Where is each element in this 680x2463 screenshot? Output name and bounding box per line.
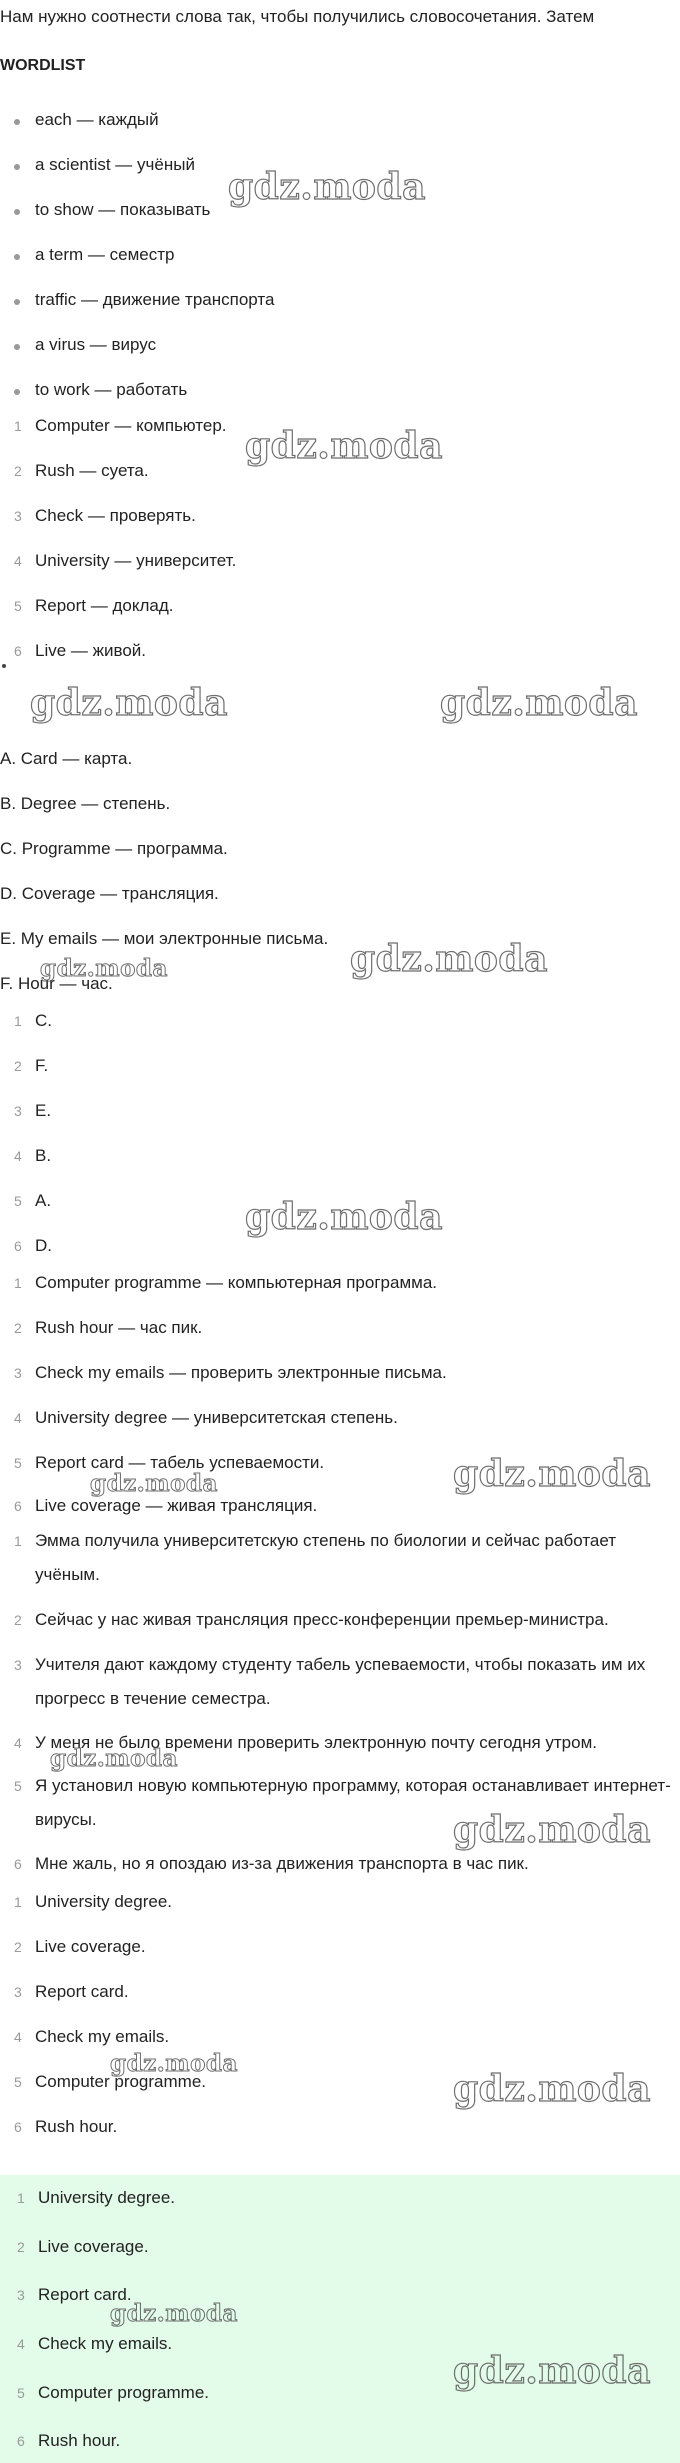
watermark-logo: gdz.moda [110, 2300, 238, 2327]
answer-item: F. [35, 1056, 49, 1075]
bullet-dot [14, 209, 20, 215]
list-number: 6 [14, 2119, 22, 2135]
watermark-logo: gdz.moda [110, 2050, 238, 2077]
letter-item: F. Hour — час. [0, 974, 113, 993]
final-item: Computer programme. [35, 2072, 207, 2091]
final-item: Check my emails. [35, 2027, 170, 2046]
letter-item: C. Programme — программа. [0, 839, 228, 858]
watermark-logo: gdz.moda [245, 425, 443, 467]
list-number: 3 [14, 1365, 22, 1381]
list-number: 5 [14, 1455, 22, 1471]
list-number: 5 [14, 1193, 22, 1209]
green-item: Check my emails. [38, 2334, 173, 2353]
list-number: 1 [14, 1894, 22, 1910]
phrase-item: Check my emails — проверить электронные письма. [35, 1363, 447, 1382]
list-item: Computer — компьютер. [35, 416, 227, 435]
watermark-logo: gdz.moda [228, 166, 426, 208]
watermark-logo: gdz.moda [453, 2068, 651, 2110]
list-number: 5 [14, 2074, 22, 2090]
list-number: 3 [14, 1657, 22, 1673]
letter-item: D. Coverage — трансляция. [0, 884, 219, 903]
list-number: 5 [14, 1778, 22, 1794]
list-item: Live — живой. [35, 641, 147, 660]
watermark-logo: gdz.moda [90, 1470, 218, 1497]
list-number: 1 [17, 2190, 25, 2206]
final-item: Report card. [35, 1982, 129, 2001]
phrase-item: University degree — университетская степень. [35, 1408, 398, 1427]
sentence-item: Сейчас у нас живая трансляция пресс-конференции премьер-министра. [35, 1610, 609, 1629]
watermark-logo: gdz.moda [245, 1196, 443, 1238]
sentence-item: Учителя дают каждому студенту табель успеваемости, чтобы показать им их прогресс в течение семестра. [35, 1655, 646, 1708]
watermark-logo: gdz.moda [40, 955, 168, 982]
phrase-item: Report card — табель успеваемости. [35, 1453, 325, 1472]
green-item: Live coverage. [38, 2237, 149, 2256]
watermark-logo: gdz.moda [30, 682, 228, 724]
list-number: 2 [14, 463, 22, 479]
answer-item: B. [35, 1146, 52, 1165]
list-number: 5 [14, 598, 22, 614]
list-number: 3 [14, 1984, 22, 2000]
bullet-dot [14, 299, 20, 305]
letter-item: A. Card — карта. [0, 749, 133, 768]
list-number: 4 [14, 2029, 22, 2045]
watermark-logo: gdz.moda [350, 938, 548, 980]
wordlist-item: traffic — движение транспорта [35, 290, 275, 309]
list-number: 5 [17, 2385, 25, 2401]
list-number: 6 [17, 2433, 25, 2449]
list-number: 6 [14, 1856, 22, 1872]
list-number: 6 [14, 643, 22, 659]
letter-item: E. My emails — мои электронные письма. [0, 929, 329, 948]
sentence-item: Мне жаль, но я опоздаю из-за движения транспорта в час пик. [35, 1854, 529, 1873]
final-item: Rush hour. [35, 2117, 118, 2136]
sentence-item: Эмма получила университетскую степень по биологии и сейчас работает учёным. [35, 1531, 617, 1584]
list-item: Report — доклад. [35, 596, 174, 615]
list-item: Check — проверять. [35, 506, 196, 525]
list-number: 4 [17, 2336, 25, 2352]
phrase-item: Computer programme — компьютерная программа. [35, 1273, 437, 1292]
answer-item: C. [35, 1011, 52, 1030]
list-number: 1 [14, 418, 22, 434]
list-number: 3 [14, 1103, 22, 1119]
wordlist-item: a scientist — учёный [35, 155, 195, 174]
list-number: 2 [14, 1939, 22, 1955]
list-number: 3 [14, 508, 22, 524]
answer-item: E. [35, 1101, 52, 1120]
watermark-logo: gdz.moda [453, 2350, 651, 2392]
watermark-logo: gdz.moda [50, 1745, 178, 1772]
list-number: 1 [14, 1275, 22, 1291]
stray-dot [2, 664, 6, 668]
list-number: 4 [14, 1735, 22, 1751]
wordlist-item: to work — работать [35, 380, 188, 399]
phrase-item: Live coverage — живая трансляция. [35, 1496, 318, 1515]
list-number: 2 [14, 1058, 22, 1074]
green-item: Report card. [38, 2285, 132, 2304]
bullet-dot [14, 119, 20, 125]
list-number: 2 [14, 1612, 22, 1628]
phrase-item: Rush hour — час пик. [35, 1318, 203, 1337]
watermark-logo: gdz.moda [440, 682, 638, 724]
list-number: 2 [14, 1320, 22, 1336]
list-number: 6 [14, 1238, 22, 1254]
list-number: 4 [14, 1148, 22, 1164]
letter-item: B. Degree — степень. [0, 794, 171, 813]
wordlist-heading: WORDLIST [0, 57, 86, 74]
list-number: 1 [14, 1013, 22, 1029]
wordlist-item: a virus — вирус [35, 335, 157, 354]
list-item: University — университет. [35, 551, 237, 570]
list-item: Rush — суета. [35, 461, 149, 480]
answer-item: A. [35, 1191, 52, 1210]
wordlist-item: to show — показывать [35, 200, 211, 219]
wordlist-item: each — каждый [35, 110, 159, 129]
bullet-dot [14, 344, 20, 350]
sentence-item: Я установил новую компьютерную программу, которая останавливает интернет-вирусы. [35, 1776, 671, 1829]
answer-item: D. [35, 1236, 52, 1255]
bullet-dot [14, 254, 20, 260]
green-item: Rush hour. [38, 2431, 121, 2450]
sentence-item: У меня не было времени проверить электронную почту сегодня утром. [35, 1733, 598, 1752]
list-number: 2 [17, 2239, 25, 2255]
final-item: University degree. [35, 1892, 173, 1911]
answer-highlight-box [0, 2175, 680, 2463]
watermark-logo: gdz.moda [453, 1453, 651, 1495]
list-number: 1 [14, 1533, 22, 1549]
final-item: Live coverage. [35, 1937, 146, 1956]
bullet-dot [14, 389, 20, 395]
list-number: 6 [14, 1498, 22, 1514]
list-number: 3 [17, 2287, 25, 2303]
watermark-logo: gdz.moda [453, 1809, 651, 1851]
bullet-dot [14, 164, 20, 170]
intro-text: Нам нужно соотнести слова так, чтобы получились словосочетания. Затем [0, 7, 595, 26]
list-number: 4 [14, 1410, 22, 1426]
green-item: Computer programme. [38, 2383, 210, 2402]
list-number: 4 [14, 553, 22, 569]
green-item: University degree. [38, 2188, 176, 2207]
wordlist-item: a term — семестр [35, 245, 175, 264]
